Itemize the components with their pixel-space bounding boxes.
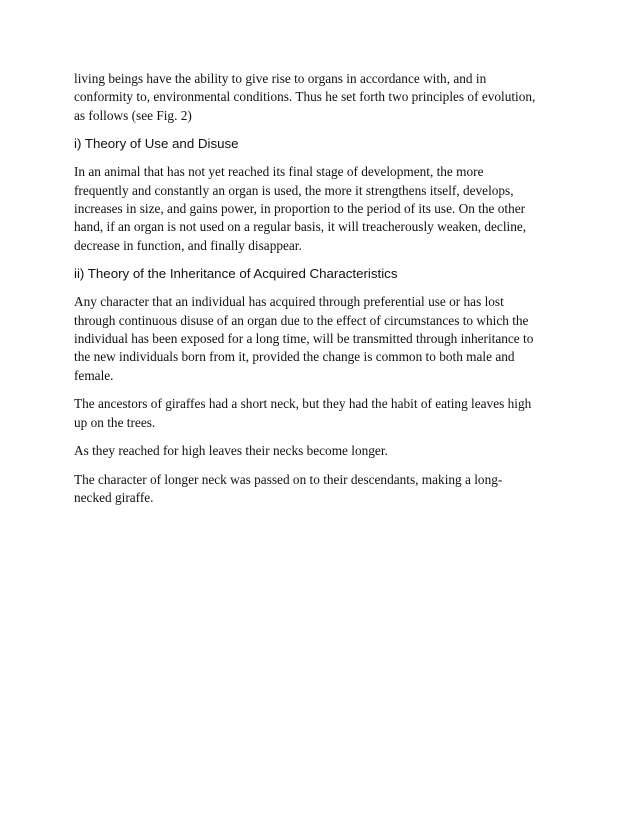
- text-line: necked giraffe.: [74, 489, 154, 505]
- text-line: The character of longer neck was passed on to their descendants, making a long-: [74, 471, 503, 487]
- heading-inheritance: [74, 265, 574, 283]
- giraffe-ancestors-paragraph: [74, 395, 574, 432]
- text-line: living beings have the ability to give rise to organs in accordance with, and in: [74, 71, 487, 86]
- text-line: up on the trees.: [74, 414, 156, 430]
- heading-text: ii) Theory of the Inheritance of Acquired Characteristics: [74, 266, 398, 282]
- text-line: Any character that an individual has acquired through preferential use or has lost: [74, 294, 504, 310]
- text-line: As they reached for high leaves their necks become longer.: [74, 443, 388, 459]
- text-line: In an animal that has not yet reached its final stage of development, the more: [74, 164, 484, 180]
- text-line: frequently and constantly an organ is used, the more it strengthens itself, develops,: [74, 182, 514, 198]
- giraffe-neck-paragraph: [74, 442, 574, 460]
- text-line: decrease in function, and finally disappear.: [74, 237, 302, 253]
- text-line: hand, if an organ is not used on a regular basis, it will treacherously weaken, decline,: [74, 219, 527, 235]
- text-line: through continuous disuse of an organ due to the effect of circumstances to which the: [74, 312, 529, 328]
- text-line: as follows (see Fig. 2): [74, 107, 192, 123]
- use-and-disuse-paragraph: [74, 163, 574, 255]
- text-line: conformity to, environmental conditions. Thus he set forth two principles of evolution,: [74, 89, 536, 105]
- text-line: the new individuals born from it, provided the change is common to both male and: [74, 349, 515, 365]
- text-line: The ancestors of giraffes had a short neck, but they had the habit of eating leaves high: [74, 396, 532, 412]
- intro-paragraph: [74, 70, 574, 125]
- text-line: female.: [74, 367, 114, 383]
- heading-text: i) Theory of Use and Disuse: [74, 136, 239, 152]
- inheritance-paragraph: [74, 293, 574, 385]
- text-line: individual has been exposed for a long time, will be transmitted through inheritance to: [74, 331, 534, 347]
- document-page: [74, 70, 574, 517]
- heading-use-and-disuse: [74, 135, 574, 153]
- text-line: increases in size, and gains power, in proportion to the period of its use. On the other: [74, 201, 526, 217]
- giraffe-descendants-paragraph: [74, 471, 574, 508]
